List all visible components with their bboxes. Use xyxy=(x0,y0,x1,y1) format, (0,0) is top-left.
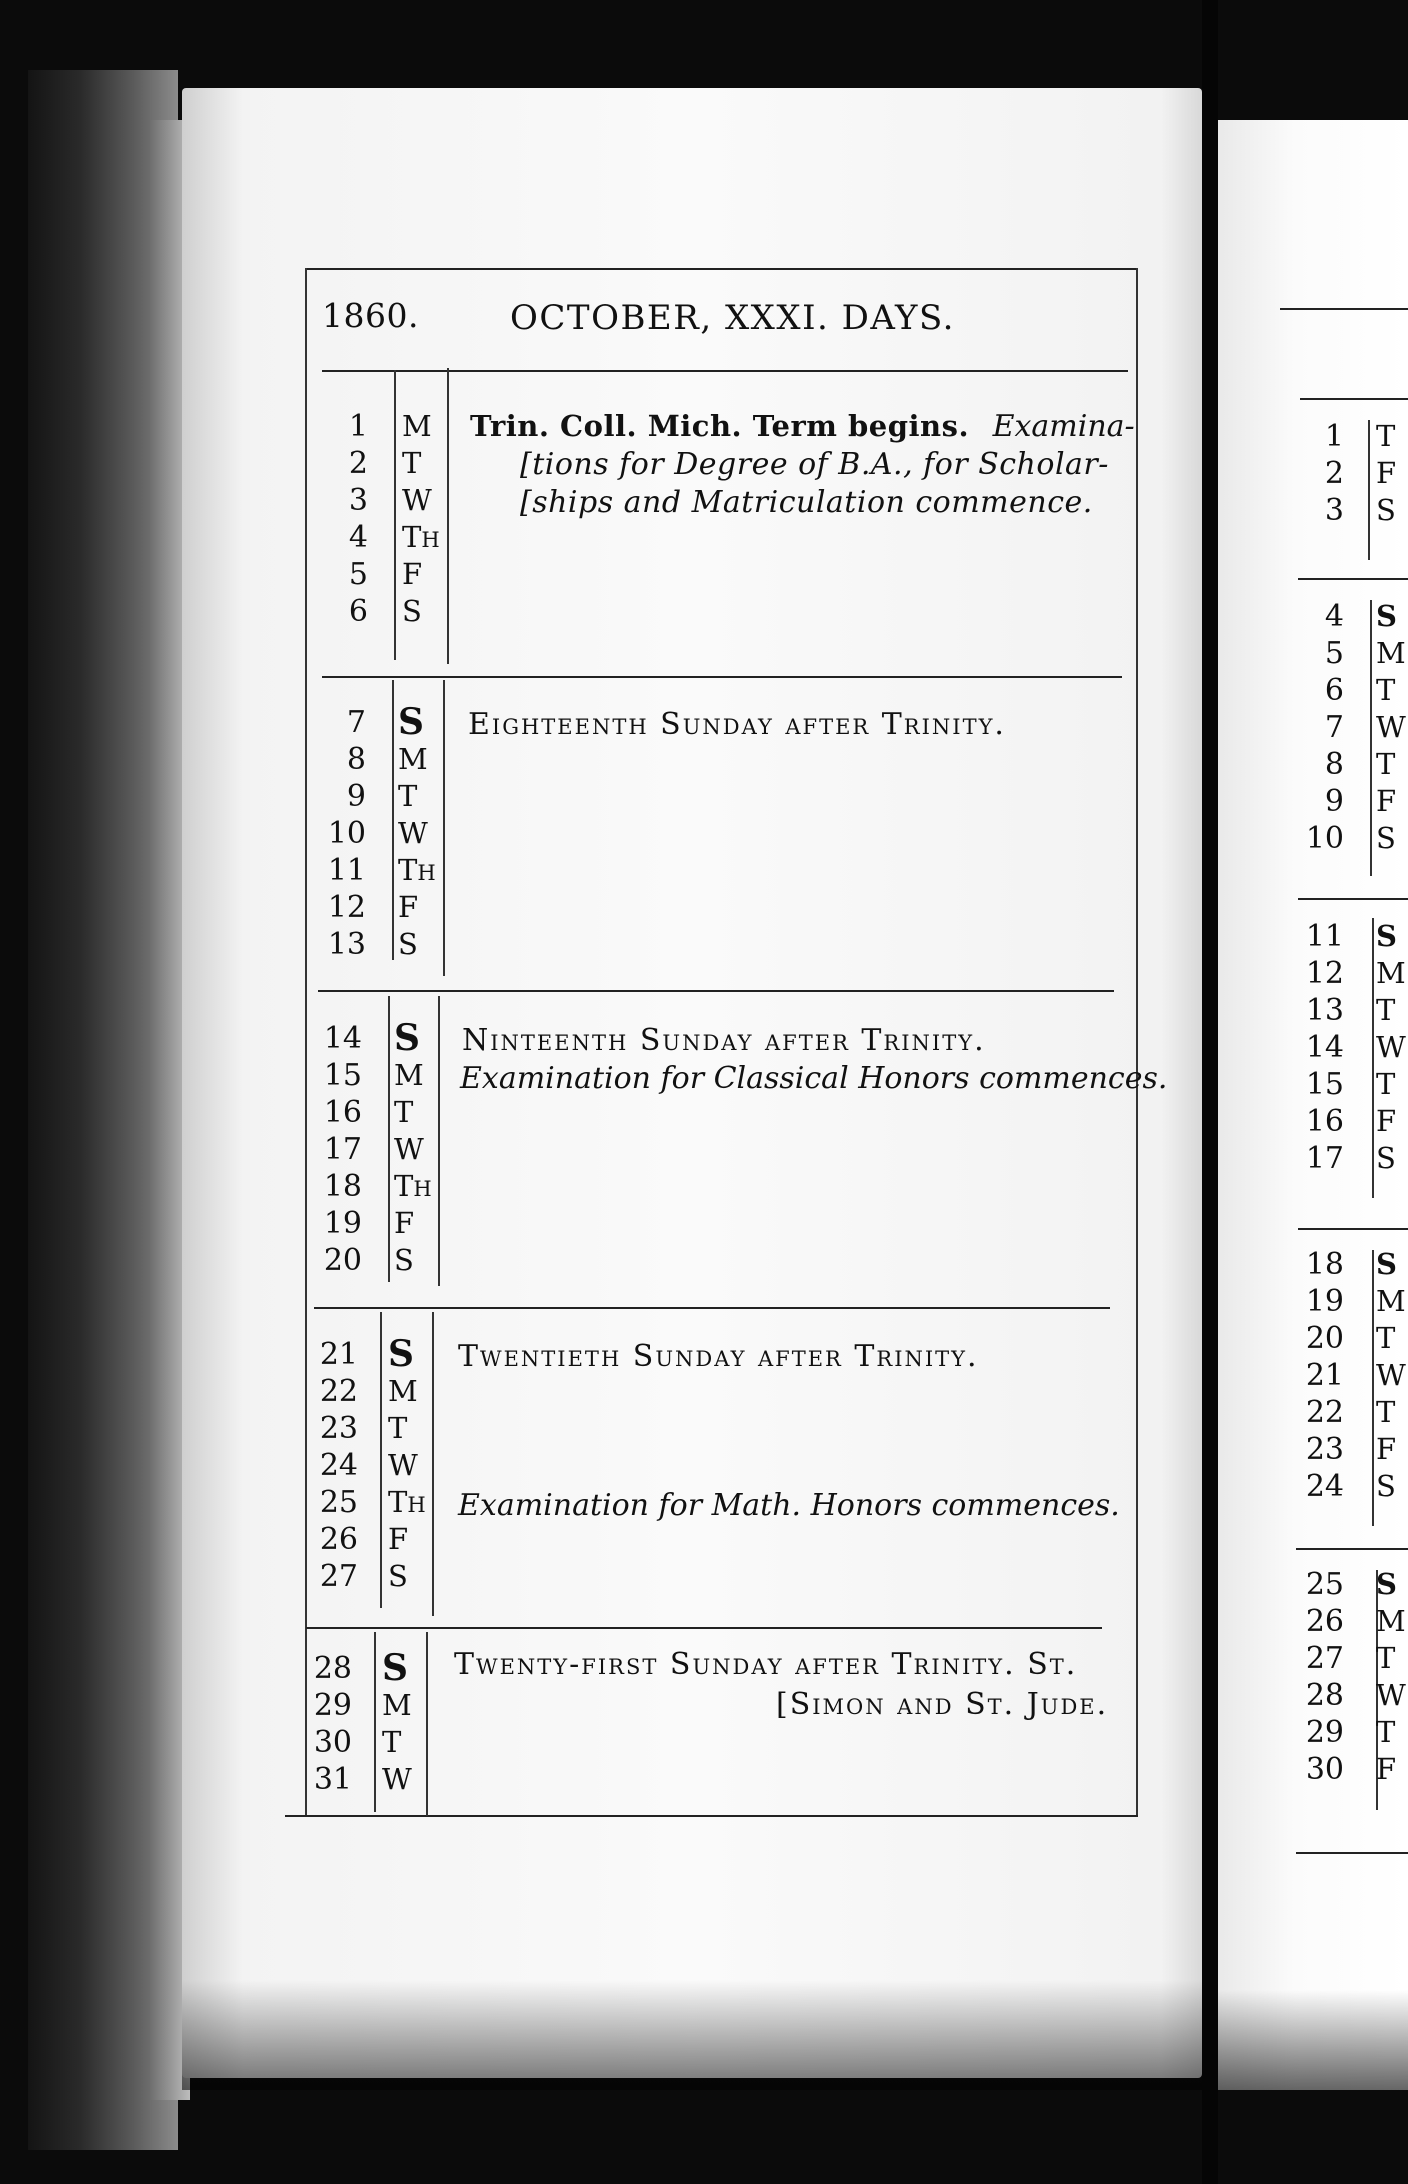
day-number: 25 xyxy=(319,1485,358,1520)
day-number: 16 xyxy=(323,1095,362,1130)
day-number: 1 xyxy=(348,409,368,444)
day-number: 10 xyxy=(327,816,366,851)
day-number: 24 xyxy=(319,1448,358,1483)
next-page-weekday-letter: F xyxy=(1376,1104,1397,1138)
column-rule xyxy=(426,1632,428,1816)
weekday-letter: F xyxy=(402,557,423,591)
week-separator xyxy=(314,1307,1110,1309)
day-number: 18 xyxy=(323,1169,362,1204)
next-page-day-number: 5 xyxy=(1324,636,1344,671)
weekday-letter: S xyxy=(398,701,424,743)
next-page-day-number: 22 xyxy=(1305,1395,1344,1430)
year-label: 1860. xyxy=(322,296,419,335)
next-page-day-number: 15 xyxy=(1305,1067,1344,1102)
next-page-day-number: 19 xyxy=(1305,1284,1344,1319)
note-line: [Simon and St. Jude. xyxy=(776,1687,1109,1722)
column-rule xyxy=(394,370,396,660)
next-page-weekday-letter: T xyxy=(1376,1395,1396,1429)
next-page-day-number: 20 xyxy=(1305,1321,1344,1356)
weekday-letter: S xyxy=(394,1243,414,1277)
next-page-weekday-letter: F xyxy=(1376,1752,1397,1786)
next-page-column-rule xyxy=(1370,600,1372,876)
next-page-weekday-letter: T xyxy=(1376,1067,1396,1101)
next-page-column-rule xyxy=(1372,918,1374,1198)
next-page-day-number: 21 xyxy=(1305,1358,1344,1393)
next-page-day-number: 26 xyxy=(1305,1604,1344,1639)
next-page-weekday-letter: T xyxy=(1376,1321,1396,1355)
day-number: 3 xyxy=(348,483,368,518)
note-sunday: Twentieth Sunday after Trinity. xyxy=(458,1339,979,1374)
weekday-letter: T xyxy=(394,1095,414,1129)
weekday-letter: TH xyxy=(388,1485,426,1519)
week-separator xyxy=(322,676,1122,678)
day-number: 8 xyxy=(346,742,366,777)
header-underline xyxy=(322,370,1128,372)
next-page-weekday-letter: S xyxy=(1376,493,1396,527)
note-line: Examination for Classical Honors commences. xyxy=(460,1061,1168,1096)
column-rule xyxy=(432,1312,434,1616)
day-number: 2 xyxy=(348,446,368,481)
note-sunday: Ninteenth Sunday after Trinity. xyxy=(462,1023,986,1058)
scan-shadow-right xyxy=(1218,1990,1408,2090)
next-page-bottom-rule xyxy=(1296,1852,1408,1854)
weekday-letter: M xyxy=(382,1688,412,1722)
table-right-border xyxy=(1136,268,1138,1817)
next-page-column-rule xyxy=(1372,1250,1374,1526)
day-number: 27 xyxy=(319,1559,358,1594)
note-line: [ships and Matriculation commence. xyxy=(520,485,1093,520)
month-title: OCTOBER, XXXI. DAYS. xyxy=(510,298,955,338)
day-number: 6 xyxy=(348,594,368,629)
weekday-letter: M xyxy=(402,409,432,443)
note-sunday: Twenty-first Sunday after Trinity. St. xyxy=(454,1647,1078,1682)
next-page-day-number: 1 xyxy=(1324,419,1344,454)
weekday-letter: W xyxy=(394,1132,424,1166)
next-page-day-number: 14 xyxy=(1305,1030,1344,1065)
day-number: 19 xyxy=(323,1206,362,1241)
day-number: 21 xyxy=(319,1337,358,1372)
next-page-weekday-letter: T xyxy=(1376,673,1396,707)
day-number: 11 xyxy=(327,853,366,888)
weekday-letter: T xyxy=(388,1411,408,1445)
next-page-weekday-letter: T xyxy=(1376,1715,1396,1749)
week-separator xyxy=(306,1627,1102,1629)
next-page-day-number: 25 xyxy=(1305,1567,1344,1602)
next-page-day-number: 28 xyxy=(1305,1678,1344,1713)
day-number: 14 xyxy=(323,1021,362,1056)
weekday-letter: W xyxy=(388,1448,418,1482)
day-number: 23 xyxy=(319,1411,358,1446)
next-page-weekday-letter: W xyxy=(1376,1678,1406,1712)
next-page-day-number: 12 xyxy=(1305,956,1344,991)
next-page-weekday-letter: M xyxy=(1376,636,1406,670)
next-page-weekday-letter: S xyxy=(1376,1247,1397,1281)
weekday-letter: S xyxy=(388,1559,408,1593)
next-page-week-rule xyxy=(1298,898,1408,900)
day-number: 31 xyxy=(313,1762,352,1797)
next-page-day-number: 11 xyxy=(1305,919,1344,954)
weekday-letter: M xyxy=(398,742,428,776)
next-page-weekday-letter: T xyxy=(1376,1641,1396,1675)
next-page-day-number: 6 xyxy=(1324,673,1344,708)
weekday-letter: F xyxy=(394,1206,415,1240)
weekday-letter: M xyxy=(388,1374,418,1408)
next-page-weekday-letter: T xyxy=(1376,419,1396,453)
next-page-weekday-letter: S xyxy=(1376,1567,1397,1601)
column-rule xyxy=(388,996,390,1282)
day-number: 30 xyxy=(313,1725,352,1760)
weekday-letter: TH xyxy=(394,1169,432,1203)
next-page-day-number: 7 xyxy=(1324,710,1344,745)
weekday-letter: W xyxy=(382,1762,412,1796)
weekday-letter: TH xyxy=(402,520,440,554)
next-page-day-number: 9 xyxy=(1324,784,1344,819)
next-page-weekday-letter: F xyxy=(1376,784,1397,818)
weekday-letter: W xyxy=(398,816,428,850)
next-page-day-number: 4 xyxy=(1324,599,1344,634)
note-line: Examination for Math. Honors commences. xyxy=(458,1488,1120,1523)
weekday-letter: S xyxy=(388,1333,414,1375)
next-page-weekday-letter: S xyxy=(1376,919,1397,953)
next-page-weekday-letter: T xyxy=(1376,747,1396,781)
next-page-weekday-letter: F xyxy=(1376,1432,1397,1466)
next-page-day-number: 23 xyxy=(1305,1432,1344,1467)
next-page-weekday-letter: S xyxy=(1376,599,1397,633)
weekday-letter: S xyxy=(398,927,418,961)
book-gutter xyxy=(1202,0,1218,2184)
next-page-weekday-letter: S xyxy=(1376,1469,1396,1503)
weekday-letter: F xyxy=(388,1522,409,1556)
next-page-weekday-letter: M xyxy=(1376,956,1406,990)
weekday-letter: T xyxy=(402,446,422,480)
note-sunday: Eighteenth Sunday after Trinity. xyxy=(468,707,1006,742)
next-page-top-border xyxy=(1280,308,1408,310)
next-page-day-number: 24 xyxy=(1305,1469,1344,1504)
next-page-day-number: 3 xyxy=(1324,493,1344,528)
scan-shadow xyxy=(182,1980,1202,2090)
next-page-weekday-letter: F xyxy=(1376,456,1397,490)
weekday-letter: T xyxy=(382,1725,402,1759)
weekday-letter: TH xyxy=(398,853,436,887)
next-page-weekday-letter: W xyxy=(1376,710,1406,744)
column-rule xyxy=(438,996,440,1286)
weekday-letter: F xyxy=(398,890,419,924)
next-page-day-number: 27 xyxy=(1305,1641,1344,1676)
day-number: 13 xyxy=(327,927,366,962)
table-bottom-border xyxy=(285,1815,1138,1817)
column-rule xyxy=(380,1312,382,1608)
day-number: 17 xyxy=(323,1132,362,1167)
day-number: 28 xyxy=(313,1651,352,1686)
next-page-day-number: 30 xyxy=(1305,1752,1344,1787)
column-rule xyxy=(374,1632,376,1812)
next-page-day-number: 13 xyxy=(1305,993,1344,1028)
next-page-day-number: 2 xyxy=(1324,456,1344,491)
next-page-weekday-letter: W xyxy=(1376,1030,1406,1064)
next-page-week-rule xyxy=(1298,578,1408,580)
next-page-week-rule xyxy=(1298,1228,1408,1230)
column-rule xyxy=(392,680,394,960)
weekday-letter: S xyxy=(382,1647,408,1689)
day-number: 22 xyxy=(319,1374,358,1409)
next-page-weekday-letter: M xyxy=(1376,1284,1406,1318)
next-page-week-rule xyxy=(1296,1548,1408,1550)
day-number: 5 xyxy=(348,557,368,592)
next-page-weekday-letter: T xyxy=(1376,993,1396,1027)
next-page-day-number: 18 xyxy=(1305,1247,1344,1282)
weekday-letter: M xyxy=(394,1058,424,1092)
next-page-day-number: 29 xyxy=(1305,1715,1344,1750)
next-page-day-number: 8 xyxy=(1324,747,1344,782)
next-page-weekday-letter: S xyxy=(1376,1141,1396,1175)
weekday-letter: S xyxy=(402,594,422,628)
next-page-weekday-letter: W xyxy=(1376,1358,1406,1392)
next-page-weekday-letter: M xyxy=(1376,1604,1406,1638)
note-line: [tions for Degree of B.A., for Scholar- xyxy=(520,447,1109,482)
week-separator xyxy=(318,990,1114,992)
note-blackletter: Trin. Coll. Mich. Term begins. xyxy=(470,409,970,443)
column-rule xyxy=(447,368,449,664)
weekday-letter: W xyxy=(402,483,432,517)
day-number: 26 xyxy=(319,1522,358,1557)
day-number: 9 xyxy=(346,779,366,814)
note-italic: Examina- xyxy=(992,409,1135,444)
day-number: 29 xyxy=(313,1688,352,1723)
next-page-weekday-letter: S xyxy=(1376,821,1396,855)
next-page-column-rule xyxy=(1368,420,1370,560)
weekday-letter: S xyxy=(394,1017,420,1059)
weekday-letter: T xyxy=(398,779,418,813)
next-page-day-number: 16 xyxy=(1305,1104,1344,1139)
next-page-day-number: 17 xyxy=(1305,1141,1344,1176)
column-rule xyxy=(443,680,445,976)
note-term-begins xyxy=(470,408,1135,445)
day-number: 15 xyxy=(323,1058,362,1093)
day-number: 7 xyxy=(346,705,366,740)
next-page-header-rule xyxy=(1300,398,1408,400)
next-page-day-number: 10 xyxy=(1305,821,1344,856)
day-number: 12 xyxy=(327,890,366,925)
day-number: 20 xyxy=(323,1243,362,1278)
table-top-border xyxy=(305,268,1138,270)
day-number: 4 xyxy=(348,520,368,555)
